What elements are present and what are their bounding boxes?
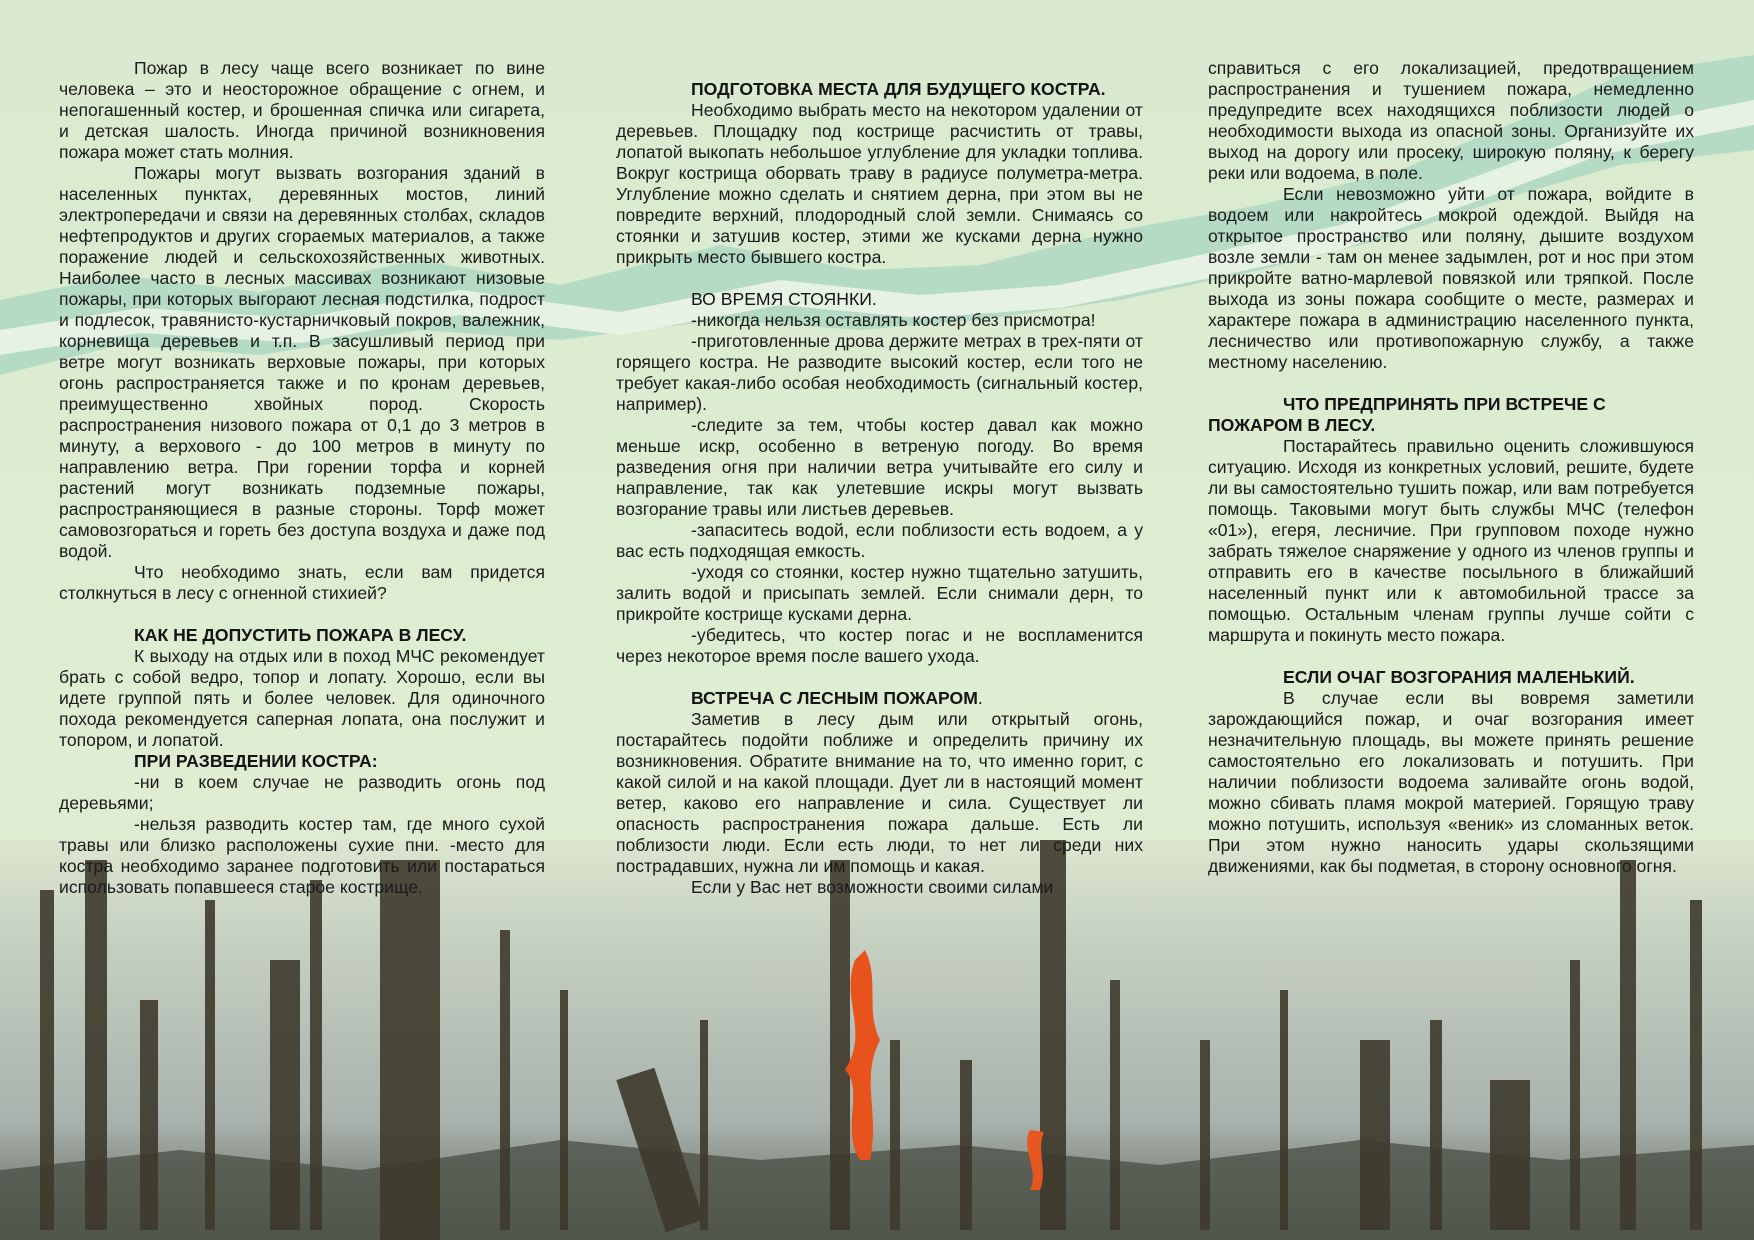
column-right	[1208, 58, 1694, 877]
heading-prepare-place: ПОДГОТОВКА МЕСТА ДЛЯ БУДУЩЕГО КОСТРА.	[691, 79, 1106, 99]
column-middle	[616, 79, 1143, 898]
paragraph-what-to-know: Что необходимо знать, если вам придется столкнуться в лесу с огненной стихией?	[59, 562, 545, 603]
paragraph-not-under-trees: -ни в коем случае не разводить огонь под деревьями;	[59, 772, 545, 813]
paragraph-extinguish-small: В случае если вы вовремя заметили зарождающийся пожар, и очаг возгорания имеет незначительную площадь, вы можете принять решение самостоятельно его локализовать и потушить. При наличии поблизости водоема заливайте огонь водой, можно сбивать пламя мокрой материей. Горящую траву можно потушить, используя «веник» из сломанных веток. При этом нужно наносить удары скользящими движениями, как бы подметая, в сторону основного огня.	[1208, 688, 1694, 876]
paragraph-water: -запаситесь водой, если поблизости есть водоем, а у вас есть подходящая емкость.	[616, 520, 1143, 561]
column-left	[59, 58, 545, 898]
paragraph-continue-warning: справиться с его локализацией, предотвращением распространения и тушением пожара, немедленно предупредите всех находящихся поблизости людей о необходимости выхода из опасной зоны. Организуйте их выход на дорогу или просеку, широкую поляну, к берегу реки или водоема, в поле.	[1208, 58, 1694, 183]
heading-meeting-fire	[616, 688, 1143, 709]
heading-meeting-fire-text: ВСТРЕЧА С ЛЕСНЫМ ПОЖАРОМ	[691, 688, 978, 708]
paragraph-cannot-escape: Если невозможно уйти от пожара, войдите в водоем или накройтесь мокрой одеждой. Выйдя на открытое пространство или поляну, дышите воздухом возле земли - там он менее задымлен, рот и нос при этом прикройте ватно-марлевой повязкой или тряпкой. После выхода из зоны пожара сообщите о месте, размерах и характере пожара в администрацию населенного пункта, лесничество или противопожарную службу, а также местному населению.	[1208, 184, 1694, 372]
heading-meeting-fire-dot: .	[977, 688, 983, 708]
heading-making-fire: ПРИ РАЗВЕДЕНИИ КОСТРА:	[134, 751, 378, 771]
paragraph-never-leave: -никогда нельзя оставлять костер без присмотра!	[691, 310, 1096, 330]
paragraph-forest-fire-causes: Пожар в лесу чаще всего возникает по вине человека – это и неосторожное обращение с огнем, и непогашенный костер, и брошенная спичка или сигарета, и детская шалость. Иногда причиной возникновения пожара может стать молния.	[59, 58, 545, 162]
paragraph-firewood: -приготовленные дрова держите метрах в трех-пяти от горящего костра. Не разводите высокий костер, если того не требует какая-либо особая необходимость (сигнальный костер, например).	[616, 331, 1143, 414]
heading-how-to-prevent: КАК НЕ ДОПУСТИТЬ ПОЖАРА В ЛЕСУ.	[134, 625, 467, 645]
paragraph-make-sure: -убедитесь, что костер погас и не воспламенится через некоторое время после вашего ухода.	[616, 625, 1143, 666]
paragraph-dry-grass: -нельзя разводить костер там, где много сухой травы или близко расположены сухие пни. -место для костра необходимо заранее подготовить или постараться использовать попавшееся старое кострище.	[59, 814, 545, 897]
paragraph-choose-place: Необходимо выбрать место на некотором удалении от деревьев. Площадку под кострище расчистить от травы, лопатой выкопать небольшое углубление для укладки топлива. Вокруг кострища оборвать траву в радиусе полуметра-метра. Углубление можно сделать и снятием дерна, при этом вы не повредите верхний, плодородный слой земли. Снимаясь со стоянки и затушив костер, этими же кусками дерна нужно прикрыть место бывшего костра.	[616, 100, 1143, 267]
paragraph-fire-types: Пожары могут вызвать возгорания зданий в населенных пунктах, деревянных мостов, линий электропередачи и связи на деревянных столбах, складов нефтепродуктов и других сгораемых материалов, а также поражение людей и сельскохозяйственных животных. Наиболее часто в лесных массивах возникают низовые пожары, при которых выгорают лесная подстилка, подрост и подлесок, травянисто-кустарничковый покров, валежник, корневища деревьев и т.п. В засушливый период при ветре могут возникать верховые пожары, при которых огонь распространяется также и по кронам деревьев, преимущественно хвойных пород. Скорость распространения низового пожара от 0,1 до 3 метров в минуту, а верхового - до 100 метров в минуту по направлению ветра. При горении торфа и корней растений могут возникать подземные пожары, распространяющиеся в разные стороны. Торф может самовозгораться и гореть без доступа воздуха и даже под водой.	[59, 163, 545, 561]
paragraph-extinguish: -уходя со стоянки, костер нужно тщательно затушить, залить водой и присыпать землей. Если снимали дерн, то прикройте кострище кусками дерна.	[616, 562, 1143, 624]
heading-small-fire: ЕСЛИ ОЧАГ ВОЗГОРАНИЯ МАЛЕНЬКИЙ.	[1283, 667, 1635, 687]
paragraph-no-possibility: Если у Вас нет возможности своими силами	[691, 877, 1054, 897]
forest-fire-photo	[0, 840, 1754, 1240]
heading-during-camp: ВО ВРЕМЯ СТОЯНКИ.	[691, 289, 877, 309]
heading-what-to-do: ЧТО ПРЕДПРИНЯТЬ ПРИ ВСТРЕЧЕ С ПОЖАРОМ В ЛЕСУ.	[1208, 394, 1606, 435]
paragraph-notice-smoke: Заметив в лесу дым или открытый огонь, постарайтесь подойти поближе и определить причину их возникновения. Обратите внимание на то, что именно горит, с какой силой и на какой площади. Дует ли в настоящий момент ветер, каково его направление и сила. Существует ли опасность распространения пожара дальше. Есть ли поблизости люди. Если есть люди, то нет ли среди них пострадавших, нужна ли им помощь и какая.	[616, 709, 1143, 876]
paragraph-assess-situation: Постарайтесь правильно оценить сложившуюся ситуацию. Исходя из конкретных условий, решите, будете ли вы самостоятельно тушить пожар, или вам потребуется помощь. Таковыми могут быть службы МЧС (телефон «01»), егеря, лесничие. При групповом походе нужно забрать тяжелое снаряжение у одного из членов группы и отправить его в качестве посыльного в ближайший населенный пункт или к автомобильной трассе за помощью. Остальным членам группы лучше сойти с маршрута и покинуть место пожара.	[1208, 436, 1694, 645]
paragraph-equipment: К выходу на отдых или в поход МЧС рекомендует брать с собой ведро, топор и лопату. Хорошо, если вы идете группой пять и более человек. Для одиночного похода рекомендуется саперная лопата, она послужит и топором, и лопатой.	[59, 646, 545, 750]
paragraph-sparks: -следите за тем, чтобы костер давал как можно меньше искр, особенно в ветреную погоду. Во время разведения огня при наличии ветра учитывайте его силу и направление, так как улетевшие искры могут вызвать возгорание травы или листьев деревьев.	[616, 415, 1143, 519]
